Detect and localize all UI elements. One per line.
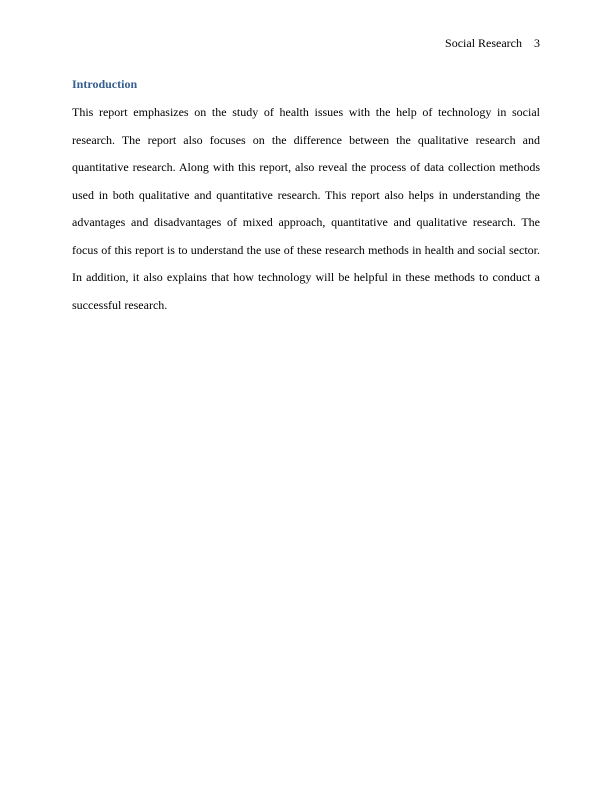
page-number: 3: [534, 36, 540, 50]
section-heading: Introduction: [72, 77, 138, 91]
running-title: Social Research: [445, 36, 522, 50]
body-paragraph: This report emphasizes on the study of health issues with the help of technology in social research. The report also focuses on the difference between the qualitative research and quantitative research. Along with this report, also reveal the process of data collection methods used in both qualitative and quantitative research. This report also helps in understanding the advantages and disadvantages of mixed approach, quantitative and qualitative research. The focus of this report is to understand the use of these research methods in health and social sector. In addition, it also explains that how technology will be helpful in these methods to conduct a successful research.: [72, 105, 540, 312]
running-header: [445, 36, 540, 50]
